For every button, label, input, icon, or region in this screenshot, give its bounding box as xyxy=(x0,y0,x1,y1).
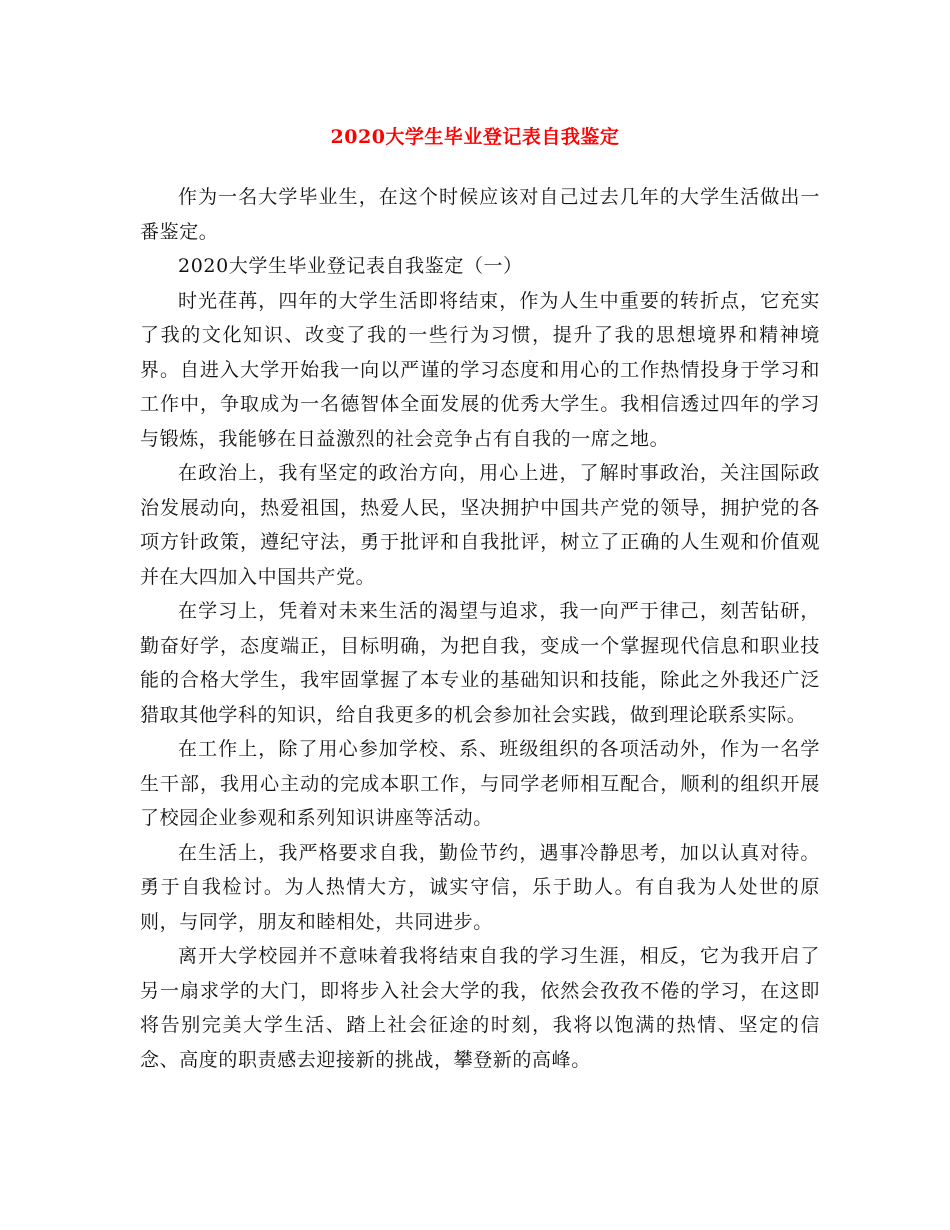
paragraph-work: 在工作上，除了用心参加学校、系、班级组织的各项活动外，作为一名学生干部，我用心主动的完成本职工作，与同学老师相互配合，顺利的组织开展了校园企业参观和系列知识讲座等活动。 xyxy=(140,738,820,829)
paragraph-study: 在学习上，凭着对未来生活的渴望与追求，我一向严于律己，刻苦钻研，勤奋好学，态度端正，目标明确，为把自我，变成一个掌握现代信息和职业技能的合格大学生，我牢固掌握了本专业的基础知识和技能，除此之外我还广泛猎取其他学科的知识，给自我更多的机会参加社会实践，做到理论联系实际。 xyxy=(140,600,820,726)
paragraph-conclusion: 离开大学校园并不意味着我将结束自我的学习生涯，相反，它为我开启了另一扇求学的大门，即将步入社会大学的我，依然会孜孜不倦的学习，在这即将告别完美大学生活、踏上社会征途的时刻，我将以饱满的热情、坚定的信念、高度的职责感去迎接新的挑战，攀登新的高峰。 xyxy=(140,945,820,1071)
paragraph-life: 在生活上，我严格要求自我，勤俭节约，遇事冷静思考，加以认真对待。勇于自我检讨。为人热情大方，诚实守信，乐于助人。有自我为人处世的原则，与同学，朋友和睦相处，共同进步。 xyxy=(140,841,820,933)
document-body xyxy=(140,180,820,1077)
document-title: 2020大学生毕业登记表自我鉴定 xyxy=(330,126,620,148)
paragraph-politics: 在政治上，我有坚定的政治方向，用心上进，了解时事政治，关注国际政治发展动向，热爱祖国，热爱人民，坚决拥护中国共产党的领导，拥护党的各项方针政策，遵纪守法，勇于批评和自我批评，树立了正确的人生观和价值观并在大四加入中国共产党。 xyxy=(140,462,820,588)
paragraph-overview: 时光荏苒，四年的大学生活即将结束，作为人生中重要的转折点，它充实了我的文化知识、改变了我的一些行为习惯，提升了我的思想境界和精神境界。自进入大学开始我一向以严谨的学习态度和用心的工作热情投身于学习和工作中，争取成为一名德智体全面发展的优秀大学生。我相信透过四年的学习与锻炼，我能够在日益激烈的社会竞争占有自我的一席之地。 xyxy=(140,289,820,450)
paragraph-section-heading: 2020大学生毕业登记表自我鉴定（一） xyxy=(178,255,523,277)
paragraph-intro: 作为一名大学毕业生，在这个时候应该对自己过去几年的大学生活做出一番鉴定。 xyxy=(140,186,820,243)
